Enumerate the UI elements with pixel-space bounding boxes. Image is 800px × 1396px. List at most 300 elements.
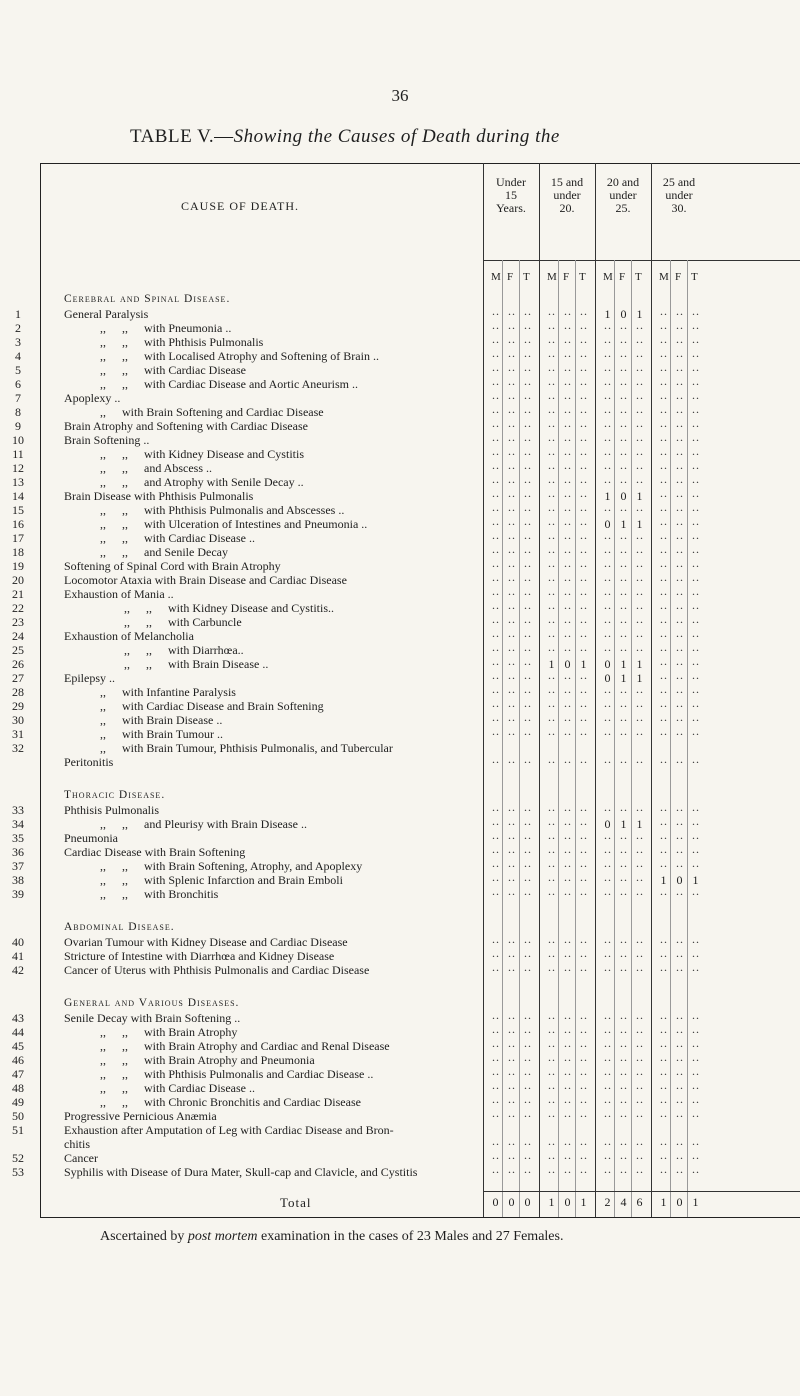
empty-cell-dots: ·· (523, 1039, 532, 1053)
empty-cell-dots: ·· (507, 531, 516, 545)
row-number: 15 (12, 503, 24, 517)
empty-cell-dots: ·· (659, 517, 668, 531)
empty-cell-dots: ·· (675, 1109, 684, 1123)
empty-cell-dots: ·· (563, 489, 572, 503)
empty-cell-dots: ·· (547, 949, 556, 963)
age-group-heading (595, 176, 651, 215)
empty-cell-dots: ·· (547, 845, 556, 859)
empty-cell-dots: ·· (691, 377, 700, 391)
empty-cell-dots: ·· (675, 887, 684, 901)
empty-cell-dots: ·· (603, 615, 612, 629)
empty-cell-dots: ·· (547, 419, 556, 433)
empty-cell-dots: ·· (579, 713, 588, 727)
empty-cell-dots: ·· (675, 601, 684, 615)
empty-cell-dots: ·· (579, 489, 588, 503)
empty-cell-dots: ·· (563, 1025, 572, 1039)
empty-cell-dots: ·· (547, 629, 556, 643)
empty-cell-dots: ·· (659, 755, 668, 769)
empty-cell-dots: ·· (619, 1039, 628, 1053)
empty-cell-dots: ·· (523, 859, 532, 873)
empty-cell-dots: ·· (635, 699, 644, 713)
table-row (0, 573, 800, 587)
empty-cell-dots: ·· (675, 1039, 684, 1053)
empty-cell-dots: ·· (563, 601, 572, 615)
empty-cell-dots: ·· (659, 545, 668, 559)
cause-label: with Cardiac Disease and Aortic Aneurism .. (144, 377, 358, 391)
cause-of-death-heading: CAUSE OF DEATH. (180, 199, 299, 213)
empty-cell-dots: ·· (563, 949, 572, 963)
page-number: 36 (391, 86, 409, 105)
empty-cell-dots: ·· (563, 573, 572, 587)
cause-text (100, 517, 367, 531)
empty-cell-dots: ·· (635, 1053, 644, 1067)
empty-cell-dots: ·· (603, 1053, 612, 1067)
empty-cell-dots: ·· (579, 1025, 588, 1039)
empty-cell-dots: ·· (675, 545, 684, 559)
cause-text (100, 727, 223, 741)
empty-cell-dots: ·· (579, 601, 588, 615)
empty-cell-dots: ·· (619, 727, 628, 741)
ditto-mark: ,, (100, 741, 106, 755)
empty-cell-dots: ·· (507, 685, 516, 699)
ditto-mark: ,, (100, 377, 106, 391)
empty-cell-dots: ·· (691, 447, 700, 461)
row-number: 35 (12, 831, 24, 845)
empty-cell-dots: ·· (635, 887, 644, 901)
empty-cell-dots: ·· (507, 1109, 516, 1123)
empty-cell-dots: ·· (635, 713, 644, 727)
empty-cell-dots: ·· (491, 531, 500, 545)
empty-cell-dots: ·· (691, 1011, 700, 1025)
empty-cell-dots: ·· (659, 433, 668, 447)
empty-cell-dots: ·· (635, 963, 644, 977)
empty-cell-dots: ·· (547, 1095, 556, 1109)
empty-cell-dots: ·· (491, 1137, 500, 1151)
empty-cell-dots: ·· (619, 1011, 628, 1025)
empty-cell-dots: ·· (579, 405, 588, 419)
empty-cell-dots: ·· (563, 935, 572, 949)
empty-cell-dots: ·· (675, 405, 684, 419)
empty-cell-dots: ·· (635, 873, 644, 887)
empty-cell-dots: ·· (491, 845, 500, 859)
cause-label: with Phthisis Pulmonalis and Cardiac Disease .. (144, 1067, 374, 1081)
cause-text (64, 831, 118, 845)
empty-cell-dots: ·· (507, 545, 516, 559)
empty-cell-dots: ·· (691, 573, 700, 587)
ditto-mark: ,, (122, 1053, 128, 1067)
empty-cell-dots: ·· (619, 419, 628, 433)
cause-label: with Brain Atrophy and Pneumonia (144, 1053, 315, 1067)
age-group-line: under (609, 188, 637, 202)
empty-cell-dots: ·· (507, 1011, 516, 1025)
table-row (0, 671, 800, 685)
ditto-mark: ,, (100, 887, 106, 901)
empty-cell-dots: ·· (675, 321, 684, 335)
table-row (0, 1165, 800, 1179)
empty-cell-dots: ·· (491, 335, 500, 349)
empty-cell-dots: ·· (547, 545, 556, 559)
ditto-mark: ,, (122, 887, 128, 901)
ditto-mark: ,, (122, 1095, 128, 1109)
empty-cell-dots: ·· (659, 601, 668, 615)
row-number: 6 (15, 377, 21, 391)
empty-cell-dots: ·· (603, 321, 612, 335)
empty-cell-dots: ·· (619, 629, 628, 643)
empty-cell-dots: ·· (491, 545, 500, 559)
empty-cell-dots: ·· (507, 643, 516, 657)
empty-cell-dots: ·· (659, 803, 668, 817)
empty-cell-dots: ·· (547, 335, 556, 349)
row-number: 42 (12, 963, 24, 977)
table-row (0, 503, 800, 517)
empty-cell-dots: ·· (659, 335, 668, 349)
table-row (0, 887, 800, 901)
empty-cell-dots: ·· (579, 559, 588, 573)
cause-text (100, 741, 393, 755)
title-prefix: TABLE V.— (130, 126, 234, 147)
empty-cell-dots: ·· (579, 1109, 588, 1123)
cause-text (64, 419, 308, 433)
empty-cell-dots: ·· (619, 1067, 628, 1081)
empty-cell-dots: ·· (675, 377, 684, 391)
empty-cell-dots: ·· (563, 1053, 572, 1067)
empty-cell-dots: ·· (659, 615, 668, 629)
ditto-mark: ,, (100, 685, 106, 699)
data-cell: 0 (604, 671, 611, 685)
data-cell: 0 (564, 657, 571, 671)
empty-cell-dots: ·· (507, 503, 516, 517)
empty-cell-dots: ·· (563, 755, 572, 769)
empty-cell-dots: ·· (603, 559, 612, 573)
ditto-mark: ,, (100, 503, 106, 517)
table-row (0, 873, 800, 887)
empty-cell-dots: ·· (523, 335, 532, 349)
ditto-mark: ,, (100, 859, 106, 873)
empty-cell-dots: ·· (507, 1095, 516, 1109)
total-cell: 1 (580, 1195, 587, 1209)
empty-cell-dots: ·· (659, 671, 668, 685)
ditto-mark: ,, (100, 475, 106, 489)
total-cell: 1 (660, 1195, 667, 1209)
empty-cell-dots: ·· (563, 1165, 572, 1179)
empty-cell-dots: ·· (547, 859, 556, 873)
empty-cell-dots: ·· (635, 531, 644, 545)
empty-cell-dots: ·· (507, 671, 516, 685)
ditto-mark: ,, (122, 321, 128, 335)
empty-cell-dots: ·· (547, 1109, 556, 1123)
sex-subheading: F (507, 271, 514, 283)
ditto-mark: ,, (122, 377, 128, 391)
empty-cell-dots: ·· (579, 1081, 588, 1095)
empty-cell-dots: ·· (491, 963, 500, 977)
total-cell: 0 (564, 1195, 571, 1209)
age-group-heading (539, 176, 595, 215)
row-number: 33 (12, 803, 24, 817)
empty-cell-dots: ·· (523, 503, 532, 517)
empty-cell-dots: ·· (619, 873, 628, 887)
row-number: 52 (12, 1151, 24, 1165)
cause-text (100, 349, 379, 363)
empty-cell-dots: ·· (619, 587, 628, 601)
cause-text (64, 573, 347, 587)
empty-cell-dots: ·· (635, 545, 644, 559)
empty-cell-dots: ·· (547, 727, 556, 741)
empty-cell-dots: ·· (507, 405, 516, 419)
empty-cell-dots: ·· (619, 831, 628, 845)
empty-cell-dots: ·· (523, 817, 532, 831)
title-italic: Showing the Causes of Death during the (233, 126, 560, 147)
cause-label: Cancer of Uterus with Phthisis Pulmonalis and Cardiac Disease (64, 963, 370, 977)
empty-cell-dots: ·· (619, 1081, 628, 1095)
cause-label: with Cardiac Disease and Brain Softening (122, 699, 324, 713)
empty-cell-dots: ·· (619, 363, 628, 377)
row-number: 12 (12, 461, 24, 475)
cause-text (100, 335, 263, 349)
empty-cell-dots: ·· (523, 573, 532, 587)
data-cell: 1 (636, 817, 643, 831)
cause-text (64, 1011, 240, 1025)
empty-cell-dots: ·· (619, 859, 628, 873)
cause-label: Progressive Pernicious Anæmia (64, 1109, 217, 1123)
empty-cell-dots: ·· (691, 489, 700, 503)
section-heading: Thoracic Disease. (64, 789, 166, 801)
table-row (0, 559, 800, 573)
empty-cell-dots: ·· (603, 587, 612, 601)
empty-cell-dots: ·· (659, 1039, 668, 1053)
data-cell: 1 (636, 671, 643, 685)
empty-cell-dots: ·· (523, 1109, 532, 1123)
ditto-mark: ,, (122, 1025, 128, 1039)
ditto-mark: ,, (100, 1067, 106, 1081)
empty-cell-dots: ·· (563, 845, 572, 859)
empty-cell-dots: ·· (619, 963, 628, 977)
data-cell: 1 (636, 517, 643, 531)
row-number: 44 (12, 1025, 24, 1039)
table-row (0, 859, 800, 873)
empty-cell-dots: ·· (507, 601, 516, 615)
empty-cell-dots: ·· (675, 755, 684, 769)
ditto-mark: ,, (122, 335, 128, 349)
empty-cell-dots: ·· (523, 461, 532, 475)
empty-cell-dots: ·· (603, 1095, 612, 1109)
sex-subheading: T (523, 271, 530, 283)
empty-cell-dots: ·· (507, 1137, 516, 1151)
empty-cell-dots: ·· (603, 845, 612, 859)
row-number: 36 (12, 845, 24, 859)
empty-cell-dots: ·· (675, 503, 684, 517)
empty-cell-dots: ·· (523, 559, 532, 573)
data-cell: 1 (636, 307, 643, 321)
empty-cell-dots: ·· (547, 887, 556, 901)
empty-cell-dots: ·· (619, 935, 628, 949)
cause-text (64, 963, 369, 977)
cause-label: with Brain Tumour .. (122, 727, 224, 741)
empty-cell-dots: ·· (603, 433, 612, 447)
table-row (0, 1151, 800, 1165)
empty-cell-dots: ·· (491, 831, 500, 845)
empty-cell-dots: ·· (619, 321, 628, 335)
ditto-mark: ,, (100, 349, 106, 363)
empty-cell-dots: ·· (619, 349, 628, 363)
empty-cell-dots: ·· (563, 1011, 572, 1025)
ditto-mark: ,, (122, 461, 128, 475)
data-cell: 0 (676, 873, 683, 887)
empty-cell-dots: ·· (491, 1109, 500, 1123)
cause-text (64, 1123, 394, 1137)
empty-cell-dots: ·· (563, 1137, 572, 1151)
ditto-mark: ,, (124, 657, 130, 671)
empty-cell-dots: ·· (659, 685, 668, 699)
ditto-mark: ,, (124, 615, 130, 629)
age-group-line: 30. (671, 201, 687, 215)
empty-cell-dots: ·· (603, 629, 612, 643)
empty-cell-dots: ·· (691, 887, 700, 901)
empty-cell-dots: ·· (523, 615, 532, 629)
empty-cell-dots: ·· (619, 1109, 628, 1123)
empty-cell-dots: ·· (507, 831, 516, 845)
empty-cell-dots: ·· (675, 713, 684, 727)
cause-label: with Brain Atrophy (144, 1025, 238, 1039)
empty-cell-dots: ·· (579, 461, 588, 475)
cause-text (64, 391, 120, 405)
empty-cell-dots: ·· (619, 335, 628, 349)
empty-cell-dots: ·· (563, 685, 572, 699)
ditto-mark: ,, (122, 1039, 128, 1053)
cause-text (100, 887, 218, 901)
empty-cell-dots: ·· (603, 699, 612, 713)
row-number: 39 (12, 887, 24, 901)
empty-cell-dots: ·· (619, 1151, 628, 1165)
empty-cell-dots: ·· (659, 859, 668, 873)
ditto-mark: ,, (100, 321, 106, 335)
empty-cell-dots: ·· (507, 587, 516, 601)
row-number: 46 (12, 1053, 24, 1067)
empty-cell-dots: ·· (579, 935, 588, 949)
empty-cell-dots: ·· (579, 1151, 588, 1165)
row-number: 1 (15, 307, 21, 321)
empty-cell-dots: ·· (523, 1165, 532, 1179)
empty-cell-dots: ·· (635, 845, 644, 859)
row-number: 53 (12, 1165, 24, 1179)
empty-cell-dots: ·· (635, 1039, 644, 1053)
empty-cell-dots: ·· (547, 643, 556, 657)
empty-cell-dots: ·· (675, 587, 684, 601)
table-row (0, 447, 800, 461)
empty-cell-dots: ·· (563, 1067, 572, 1081)
empty-cell-dots: ·· (691, 1025, 700, 1039)
row-number: 30 (12, 713, 24, 727)
empty-cell-dots: ·· (619, 1137, 628, 1151)
table-row (0, 587, 800, 601)
cause-label: Exhaustion after Amputation of Leg with Cardiac Disease and Bron- (64, 1123, 394, 1137)
empty-cell-dots: ·· (491, 873, 500, 887)
empty-cell-dots: ·· (523, 935, 532, 949)
empty-cell-dots: ·· (579, 447, 588, 461)
empty-cell-dots: ·· (691, 755, 700, 769)
empty-cell-dots: ·· (563, 831, 572, 845)
empty-cell-dots: ·· (547, 1165, 556, 1179)
empty-cell-dots: ·· (523, 629, 532, 643)
empty-cell-dots: ·· (491, 391, 500, 405)
empty-cell-dots: ·· (691, 503, 700, 517)
empty-cell-dots: ·· (635, 935, 644, 949)
empty-cell-dots: ·· (547, 831, 556, 845)
empty-cell-dots: ·· (491, 1095, 500, 1109)
empty-cell-dots: ·· (507, 629, 516, 643)
empty-cell-dots: ·· (635, 1095, 644, 1109)
empty-cell-dots: ·· (547, 531, 556, 545)
empty-cell-dots: ·· (659, 1011, 668, 1025)
empty-cell-dots: ·· (579, 699, 588, 713)
empty-cell-dots: ·· (603, 405, 612, 419)
empty-cell-dots: ·· (675, 559, 684, 573)
empty-cell-dots: ·· (579, 349, 588, 363)
cause-continuation: chitis (64, 1137, 90, 1151)
empty-cell-dots: ·· (507, 1151, 516, 1165)
cause-text (124, 601, 334, 615)
empty-cell-dots: ·· (603, 755, 612, 769)
empty-cell-dots: ·· (603, 685, 612, 699)
empty-cell-dots: ·· (563, 475, 572, 489)
data-cell: 0 (604, 817, 611, 831)
empty-cell-dots: ·· (659, 1109, 668, 1123)
cause-text (100, 1067, 373, 1081)
empty-cell-dots: ·· (659, 831, 668, 845)
table-row (0, 713, 800, 727)
cause-label: and Pleurisy with Brain Disease .. (144, 817, 307, 831)
cause-text (64, 587, 174, 601)
empty-cell-dots: ·· (691, 963, 700, 977)
empty-cell-dots: ·· (691, 699, 700, 713)
table-row (0, 831, 800, 845)
empty-cell-dots: ·· (691, 1109, 700, 1123)
cause-text (124, 615, 242, 629)
age-group-line: 15 (505, 188, 517, 202)
empty-cell-dots: ·· (579, 643, 588, 657)
empty-cell-dots: ·· (523, 1011, 532, 1025)
empty-cell-dots: ·· (563, 643, 572, 657)
empty-cell-dots: ·· (563, 559, 572, 573)
row-number: 22 (12, 601, 24, 615)
total-cell: 0 (676, 1195, 683, 1209)
empty-cell-dots: ·· (579, 587, 588, 601)
empty-cell-dots: ·· (675, 1095, 684, 1109)
empty-cell-dots: ·· (659, 363, 668, 377)
empty-cell-dots: ·· (523, 657, 532, 671)
table-row (0, 1039, 800, 1053)
ditto-mark: ,, (100, 873, 106, 887)
empty-cell-dots: ·· (563, 713, 572, 727)
cause-label: with Brain Softening and Cardiac Disease (122, 405, 324, 419)
empty-cell-dots: ·· (563, 447, 572, 461)
sex-subheading: T (579, 271, 586, 283)
empty-cell-dots: ·· (635, 433, 644, 447)
empty-cell-dots: ·· (563, 349, 572, 363)
row-number: 25 (12, 643, 24, 657)
empty-cell-dots: ·· (491, 433, 500, 447)
empty-cell-dots: ·· (491, 803, 500, 817)
empty-cell-dots: ·· (507, 1081, 516, 1095)
empty-cell-dots: ·· (635, 447, 644, 461)
empty-cell-dots: ·· (635, 859, 644, 873)
empty-cell-dots: ·· (659, 1095, 668, 1109)
row-number: 41 (12, 949, 24, 963)
row-number: 50 (12, 1109, 24, 1123)
empty-cell-dots: ·· (507, 377, 516, 391)
ditto-mark: ,, (100, 517, 106, 531)
empty-cell-dots: ·· (691, 363, 700, 377)
empty-cell-dots: ·· (691, 433, 700, 447)
